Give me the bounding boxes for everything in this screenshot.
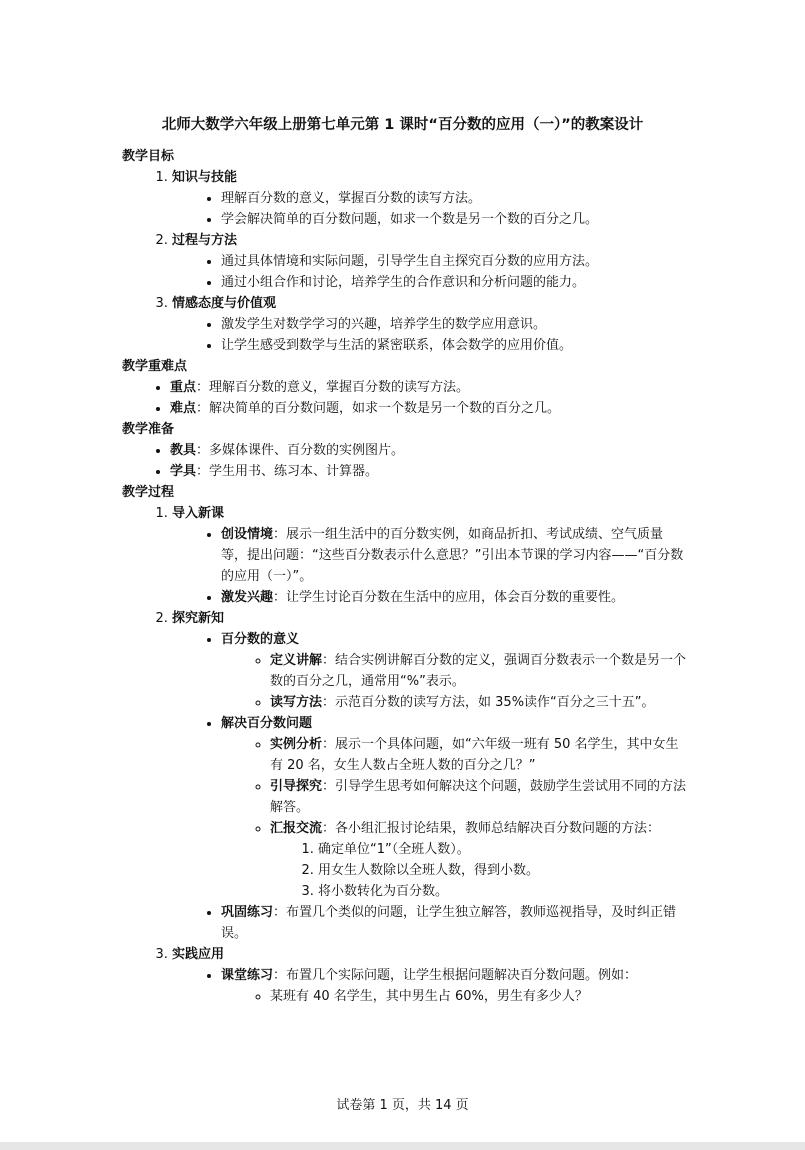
list-item: • 难点：解决简单的百分数问题，如求一个数是另一个数的百分之几。 bbox=[170, 398, 687, 419]
prep-list bbox=[122, 440, 687, 482]
list-item: ◦ 某班有 40 名学生，其中男生占 60%，男生有多少人？ bbox=[270, 986, 687, 1007]
process-list bbox=[122, 503, 687, 1007]
list-item: 1. 导入新课 • 创设情境：展示一组生活中的百分数实例，如商品折扣、考试成绩、空气质量等，提出问题：“这些百分数表示什么意思？”引出本节课的学习内容——“百分数的应用（一）”。 • 激发兴趣：让学生讨论百分数在生活中的应用，体会百分数的重要性。 bbox=[172, 503, 687, 608]
list-item: 2. 探究新知 • 百分数的意义 ◦ 定义讲解：结合实例讲解百分数的定义，强调百分数表示一个数是另一个数的百分之几，通常用“%”表示。 ◦ 读写方法：示范百分数的读写方法，如 35%读作“百分之三十五”。 • 解决百分数问题 ◦ 实例分析：展示一个具体问题，如“六年级一班有 50 名学生，其中女生有 20 名，女生人数占全班人数的百分之几？” ◦ 引导探究：引导学生思考如何解决这个问题，鼓励学生尝试用不同的方法解答。 ◦ 汇报交流：各小组汇报讨论结果，教师总结解决百分数问题的方法： 1. 确定单位“1”（全班人数）。 2. 用女生人数除以全班人数，得到小数。 3. 将小数转化为百分数。 • 巩固练习：布置几个类似的问题，让学生独立解答，教师巡视指导，及时纠正错误。 bbox=[172, 608, 687, 944]
list-item: ◦ 汇报交流：各小组汇报讨论结果，教师总结解决百分数问题的方法： 1. 确定单位“1”（全班人数）。 2. 用女生人数除以全班人数，得到小数。 3. 将小数转化为百分数。 bbox=[270, 818, 687, 902]
list-item: • 激发兴趣：让学生讨论百分数在生活中的应用，体会百分数的重要性。 bbox=[221, 587, 687, 608]
list-item: • 百分数的意义 ◦ 定义讲解：结合实例讲解百分数的定义，强调百分数表示一个数是另一个数的百分之几，通常用“%”表示。 ◦ 读写方法：示范百分数的读写方法，如 35%读作“百分之三十五”。 bbox=[221, 629, 687, 713]
list-item: • 通过小组合作和讨论，培养学生的合作意识和分析问题的能力。 bbox=[221, 272, 687, 293]
lesson-content bbox=[122, 146, 687, 1007]
list-item: 2. 用女生人数除以全班人数，得到小数。 bbox=[318, 860, 687, 881]
list-item: • 通过具体情境和实际问题，引导学生自主探究百分数的应用方法。 bbox=[221, 251, 687, 272]
page-footer: 试卷第 1 页，共 14 页 bbox=[336, 1098, 469, 1113]
list-item: ◦ 定义讲解：结合实例讲解百分数的定义，强调百分数表示一个数是另一个数的百分之几，通常用“%”表示。 bbox=[270, 650, 687, 692]
page-gap bbox=[0, 1142, 805, 1150]
list-item: • 让学生感受到数学与生活的紧密联系，体会数学的应用价值。 bbox=[221, 335, 687, 356]
list-item: 3. 实践应用 • 课堂练习：布置几个实际问题，让学生根据问题解决百分数问题。例如： ◦ 某班有 40 名学生，其中男生占 60%，男生有多少人？ bbox=[172, 944, 687, 1007]
list-item: ◦ 引导探究：引导学生思考如何解决这个问题，鼓励学生尝试用不同的方法解答。 bbox=[270, 776, 687, 818]
list-item: 2. 过程与方法 • 通过具体情境和实际问题，引导学生自主探究百分数的应用方法。 • 通过小组合作和讨论，培养学生的合作意识和分析问题的能力。 bbox=[172, 230, 687, 293]
list-item: • 巩固练习：布置几个类似的问题，让学生独立解答，教师巡视指导，及时纠正错误。 bbox=[221, 902, 687, 944]
list-item: ◦ 读写方法：示范百分数的读写方法，如 35%读作“百分之三十五”。 bbox=[270, 692, 687, 713]
list-item: • 激发学生对数学学习的兴趣，培养学生的数学应用意识。 bbox=[221, 314, 687, 335]
list-item: 1. 知识与技能 • 理解百分数的意义，掌握百分数的读写方法。 • 学会解决简单的百分数问题，如求一个数是另一个数的百分之几。 bbox=[172, 167, 687, 230]
list-item: ◦ 实例分析：展示一个具体问题，如“六年级一班有 50 名学生，其中女生有 20 名，女生人数占全班人数的百分之几？” bbox=[270, 734, 687, 776]
list-item: • 理解百分数的意义，掌握百分数的读写方法。 bbox=[221, 188, 687, 209]
list-item: • 学具：学生用书、练习本、计算器。 bbox=[170, 461, 687, 482]
section-heading-process: 教学过程 bbox=[122, 485, 175, 500]
section-heading-prep: 教学准备 bbox=[122, 422, 175, 437]
list-item: • 课堂练习：布置几个实际问题，让学生根据问题解决百分数问题。例如： ◦ 某班有 40 名学生，其中男生占 60%，男生有多少人？ bbox=[221, 965, 687, 1007]
list-item: 1. 确定单位“1”（全班人数）。 bbox=[318, 839, 687, 860]
list-item: • 教具：多媒体课件、百分数的实例图片。 bbox=[170, 440, 687, 461]
list-item: 3. 情感态度与价值观 • 激发学生对数学学习的兴趣，培养学生的数学应用意识。 • 让学生感受到数学与生活的紧密联系，体会数学的应用价值。 bbox=[172, 293, 687, 356]
list-item: • 重点：理解百分数的意义，掌握百分数的读写方法。 bbox=[170, 377, 687, 398]
list-item: • 解决百分数问题 ◦ 实例分析：展示一个具体问题，如“六年级一班有 50 名学生，其中女生有 20 名，女生人数占全班人数的百分之几？” ◦ 引导探究：引导学生思考如何解决这个问题，鼓励学生尝试用不同的方法解答。 ◦ 汇报交流：各小组汇报讨论结果，教师总结解决百分数问题的方法： 1. 确定单位“1”（全班人数）。 2. 用女生人数除以全班人数，得到小数。 3. 将小数转化为百分数。 bbox=[221, 713, 687, 902]
list-item: 3. 将小数转化为百分数。 bbox=[318, 881, 687, 902]
list-item: • 创设情境：展示一组生活中的百分数实例，如商品折扣、考试成绩、空气质量等，提出问题：“这些百分数表示什么意思？”引出本节课的学习内容——“百分数的应用（一）”。 bbox=[221, 524, 687, 587]
section-heading-keypoints: 教学重难点 bbox=[122, 359, 188, 374]
goals-list bbox=[122, 167, 687, 356]
keypoints-list bbox=[122, 377, 687, 419]
section-heading-goals: 教学目标 bbox=[122, 149, 175, 164]
list-item: • 学会解决简单的百分数问题，如求一个数是另一个数的百分之几。 bbox=[221, 209, 687, 230]
page-title: 北师大数学六年级上册第七单元第 1 课时“百分数的应用（一）”的教案设计 bbox=[161, 117, 644, 133]
